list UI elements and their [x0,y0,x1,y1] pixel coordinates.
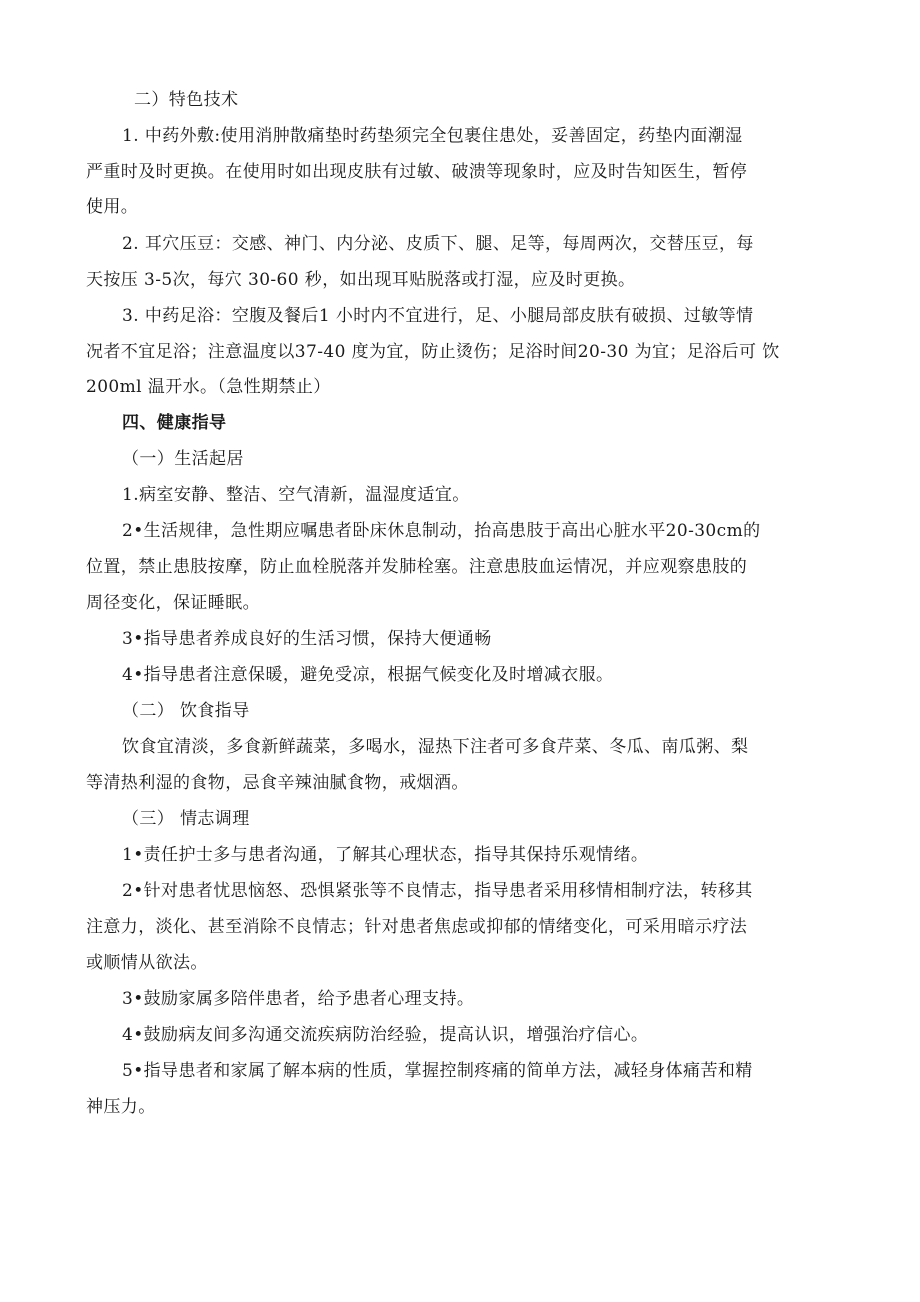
paragraph-line: 或顺情从欲法。 [86,953,208,973]
subsection-heading-emotional-care: （三） 情志调理 [122,809,250,829]
paragraph-line: 2•针对患者忧思恼怒、恐惧紧张等不良情志，指导患者采用移情相制疗法，转移其 [122,881,753,901]
subsection-heading-diet-guidance: （二） 饮食指导 [122,701,250,721]
paragraph-line: 1•责任护士多与患者沟通，了解其心理状态，指导其保持乐观情绪。 [122,845,649,865]
paragraph-line: 1. 中药外敷:使用消肿散痛垫时药垫须完全包裹住患处，妥善固定，药垫内面潮湿 [122,126,743,146]
paragraph-line: 2•生活规律，急性期应嘱患者卧床休息制动，抬高患肢于高出心脏水平20-30cm的 [122,521,761,541]
paragraph-line: 注意力，淡化、甚至消除不良情志；针对患者焦虑或抑郁的情绪变化，可采用暗示疗法 [86,917,748,937]
paragraph-line: 3•指导患者养成良好的生活习惯，保持大便通畅 [122,629,492,649]
paragraph-line: 等清热利湿的食物，忌食辛辣油腻食物，戒烟酒。 [86,773,469,793]
paragraph-line: 使用。 [86,197,139,217]
paragraph-line: 5•指导患者和家属了解本病的性质，掌握控制疼痛的简单方法，减轻身体痛苦和精 [122,1061,753,1081]
paragraph-line: 3. 中药足浴：空腹及餐后1 小时内不宜进行，足、小腿局部皮肤有破损、过敏等情 [122,306,754,326]
paragraph-line: 位置，禁止患肢按摩，防止血栓脱落并发肺栓塞。注意患肢血运情况，并应观察患肢的 [86,557,748,577]
paragraph-line: 3•鼓励家属多陪伴患者，给予患者心理支持。 [122,989,475,1009]
paragraph-line: 2. 耳穴压豆：交感、神门、内分泌、皮质下、腿、足等，每周两次，交替压豆，每 [122,234,754,254]
paragraph-line: 天按压 3-5次，每穴 30-60 秒，如出现耳贴脱落或打湿，应及时更换。 [86,270,636,290]
paragraph-line: 神压力。 [86,1097,156,1117]
paragraph-line: 4•指导患者注意保暖，避免受凉，根据气候变化及时增减衣服。 [122,665,614,685]
paragraph-line: 严重时及时更换。在使用时如出现皮肤有过敏、破溃等现象时，应及时告知医生，暂停 [86,162,748,182]
subsection-heading-daily-living: （一）生活起居 [122,449,244,469]
paragraph-line: 1.病室安静、整洁、空气清新，温湿度适宜。 [122,485,470,505]
paragraph-line: 饮食宜清淡，多食新鲜蔬菜，多喝水，湿热下注者可多食芹菜、冬瓜、南瓜粥、梨 [122,737,749,757]
section-heading-health-guidance: 四、健康指导 [122,413,227,433]
paragraph-line: 周径变化，保证睡眠。 [86,593,260,613]
paragraph-line: 200ml 温开水。（急性期禁止） [86,377,331,397]
paragraph-line: 4•鼓励病友间多沟通交流疾病防治经验，提高认识，增强治疗信心。 [122,1025,649,1045]
paragraph-line: 况者不宜足浴；注意温度以37-40 度为宜，防止烫伤；足浴时间20-30 为宜；足浴后可 饮 [86,342,780,362]
subsection-heading-special-techniques: 二）特色技术 [134,90,239,110]
